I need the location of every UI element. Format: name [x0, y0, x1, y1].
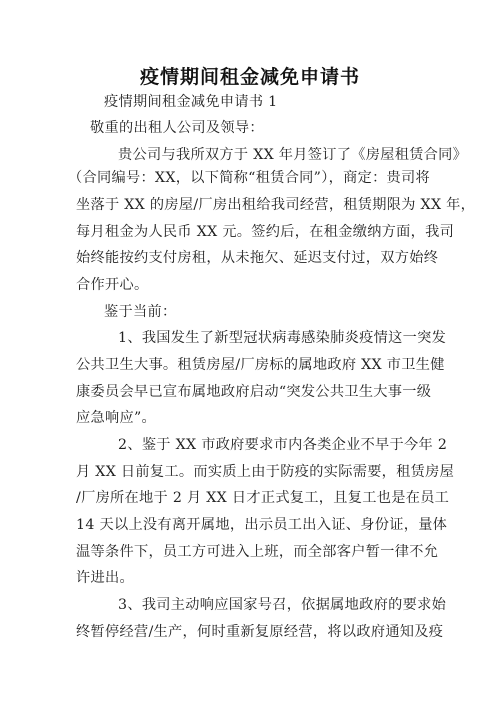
paragraph-line: 月 XX 日前复工。而实质上由于防疫的实际需要，租赁房屋 — [76, 464, 455, 480]
paragraph-line: 敬重的出租人公司及领导： — [90, 120, 264, 136]
paragraph-line: 应急响应”。 — [76, 410, 156, 426]
paragraph-line: 鉴于当前： — [104, 304, 177, 320]
paragraph-line: 2、鉴于 XX 市政府要求市内各类企业不早于今年 2 — [118, 437, 448, 453]
paragraph-line: 康委员会早已宣布属地政府启动“突发公共卫生大事一级 — [76, 384, 432, 400]
paragraph-line: 终暂停经营/生产，何时重新复原经营，将以政府通知及疫 — [76, 624, 444, 640]
paragraph-line: 14 天以上没有离开属地，出示员工出入证、身份证，量体 — [76, 517, 448, 533]
paragraph-line: 合作开心。 — [76, 277, 149, 293]
paragraph-line: 公共卫生大事。租赁房屋/厂房标的属地政府 XX 市卫生健 — [76, 357, 445, 373]
paragraph-line: 每月租金为人民币 XX 元。签约后，在租金缴纳方面，我司 — [76, 224, 455, 240]
paragraph-line: 坐落于 XX 的房屋/厂房出租给我司经营，租赁期限为 XX 年， — [76, 197, 476, 213]
paragraph-line: 许进出。 — [76, 570, 134, 586]
paragraph-line: 3、我司主动响应国家号召，依据属地政府的要求始 — [118, 597, 447, 613]
paragraph-line: （合同编号：XX，以下简称“租赁合同”），商定：贵司将 — [68, 170, 431, 186]
paragraph-line: 始终能按约支付房租，从未拖欠、延迟支付过，双方始终 — [76, 250, 439, 266]
paragraph-line: 贵公司与我所双方于 XX 年月签订了《房屋租赁合同》 — [118, 147, 468, 163]
paragraph-line: 1、我国发生了新型冠状病毒感染肺炎疫情这一突发 — [118, 330, 447, 346]
paragraph-line: 疫情期间租金减免申请书 1 — [104, 94, 278, 110]
document-title: 疫情期间租金减免申请书 — [139, 66, 360, 88]
paragraph-line: /厂房所在地于 2 月 XX 日才正式复工，且复工也是在员工 — [76, 490, 450, 506]
paragraph-line: 温等条件下，员工方可进入上班，而全部客户暂一律不允 — [76, 544, 439, 560]
